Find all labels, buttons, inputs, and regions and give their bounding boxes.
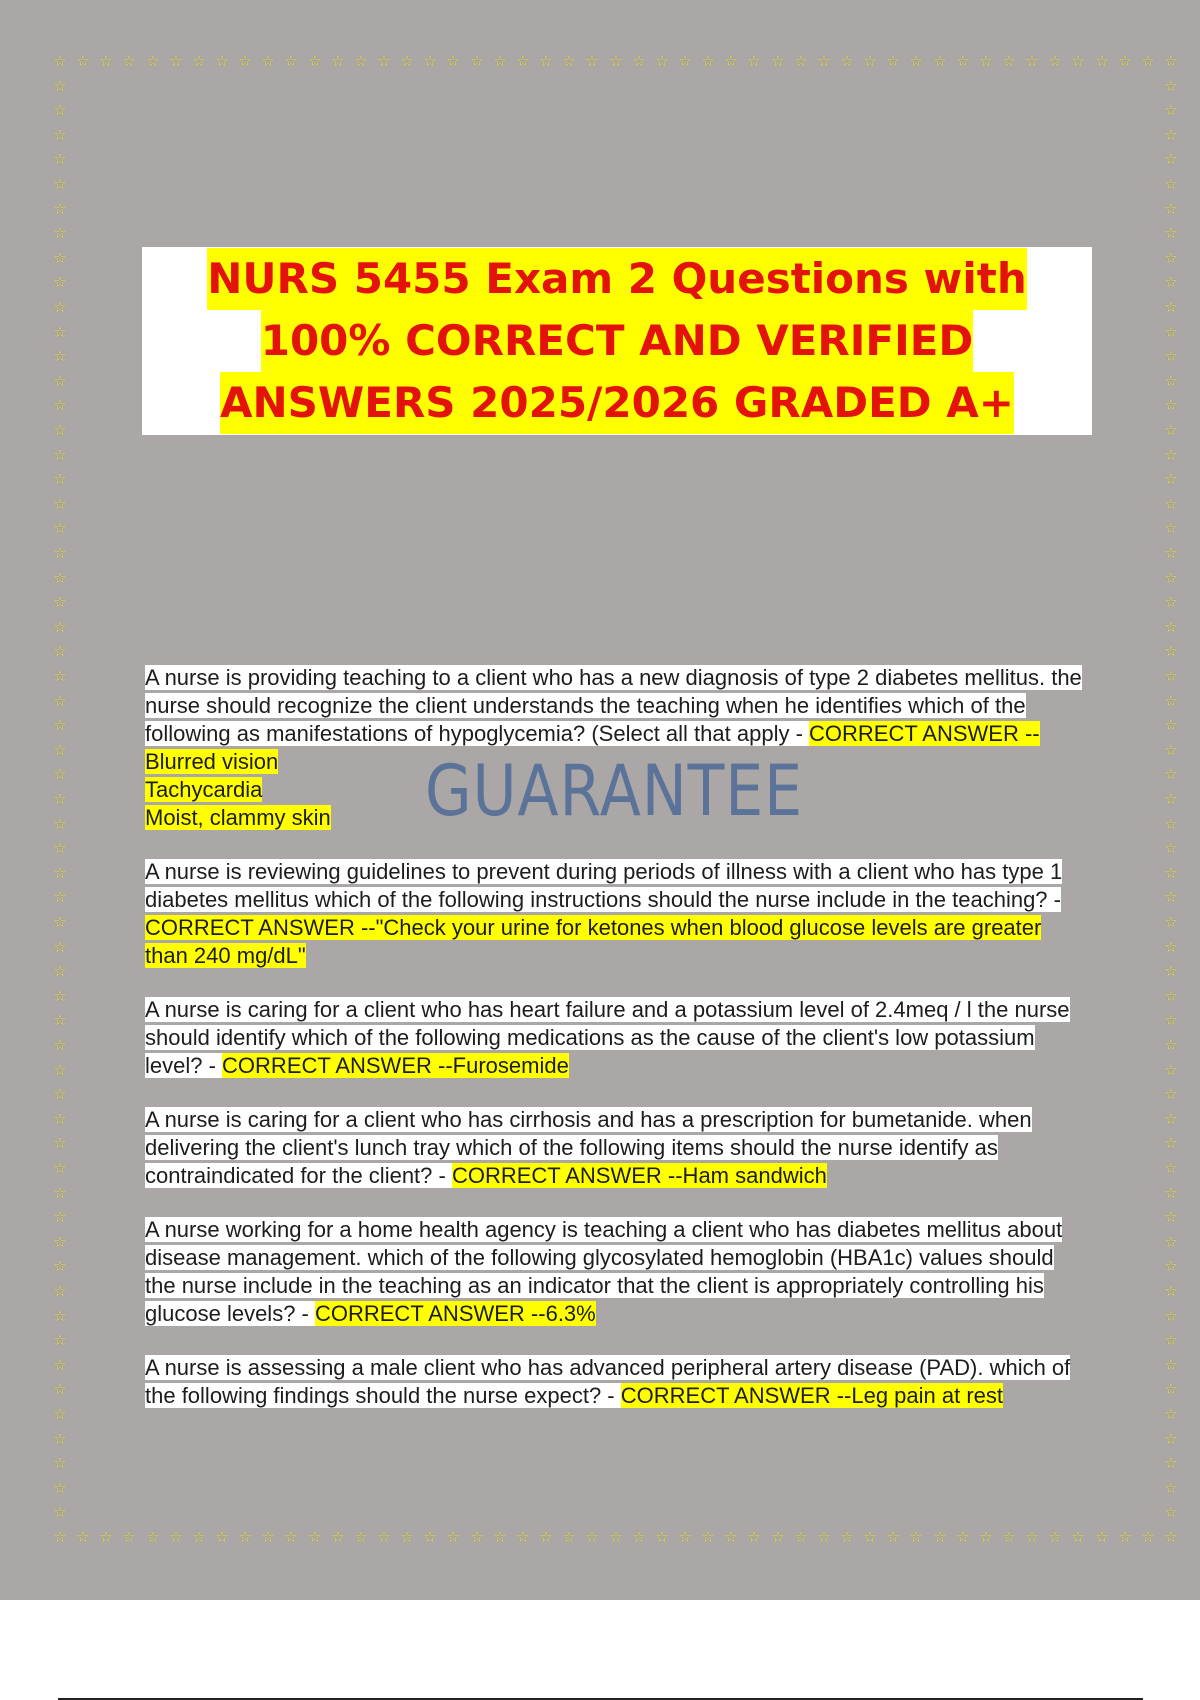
star-icon: ☆ (1164, 1036, 1178, 1054)
star-icon: ☆ (1164, 77, 1178, 95)
answer-text: CORRECT ANSWER --"Check your urine for ketones when blood glucose levels are greater than 240 mg/dL" (145, 915, 1042, 968)
star-icon: ☆ (446, 1528, 460, 1546)
star-icon: ☆ (585, 52, 599, 70)
star-icon: ☆ (53, 1134, 67, 1152)
star-icon: ☆ (331, 1528, 345, 1546)
star-icon: ☆ (53, 77, 67, 95)
star-icon: ☆ (53, 593, 67, 611)
star-icon: ☆ (53, 987, 67, 1005)
star-icon: ☆ (53, 1479, 67, 1497)
star-icon: ☆ (1118, 1528, 1132, 1546)
star-icon: ☆ (122, 52, 136, 70)
star-icon: ☆ (1164, 1282, 1178, 1300)
star-icon: ☆ (377, 52, 391, 70)
star-icon: ☆ (1164, 519, 1178, 537)
star-icon: ☆ (1095, 1528, 1109, 1546)
star-icon: ☆ (470, 1528, 484, 1546)
star-icon: ☆ (909, 52, 923, 70)
star-icon: ☆ (539, 1528, 553, 1546)
star-icon: ☆ (1164, 716, 1178, 734)
star-icon: ☆ (1164, 470, 1178, 488)
star-icon: ☆ (1164, 347, 1178, 365)
star-icon: ☆ (53, 347, 67, 365)
star-icon: ☆ (146, 52, 160, 70)
star-icon: ☆ (1164, 667, 1178, 685)
qa-list (145, 664, 1090, 1436)
star-icon: ☆ (493, 1528, 507, 1546)
star-icon: ☆ (53, 372, 67, 390)
star-icon: ☆ (53, 224, 67, 242)
star-icon: ☆ (331, 52, 345, 70)
star-icon: ☆ (470, 52, 484, 70)
star-icon: ☆ (215, 1528, 229, 1546)
star-icon: ☆ (1164, 765, 1178, 783)
star-icon: ☆ (1164, 569, 1178, 587)
qa-item (145, 664, 1090, 832)
star-icon: ☆ (701, 52, 715, 70)
star-icon: ☆ (724, 52, 738, 70)
star-icon: ☆ (53, 1405, 67, 1423)
star-icon: ☆ (53, 1159, 67, 1177)
qa-item (145, 1354, 1090, 1410)
star-icon: ☆ (53, 938, 67, 956)
star-icon: ☆ (1164, 224, 1178, 242)
star-icon: ☆ (192, 52, 206, 70)
star-icon: ☆ (308, 52, 322, 70)
star-icon: ☆ (284, 52, 298, 70)
star-icon: ☆ (1164, 962, 1178, 980)
star-icon: ☆ (53, 1380, 67, 1398)
star-icon: ☆ (1164, 1011, 1178, 1029)
star-icon: ☆ (909, 1528, 923, 1546)
star-icon: ☆ (53, 1011, 67, 1029)
star-icon: ☆ (678, 52, 692, 70)
star-icon: ☆ (1164, 1110, 1178, 1128)
answer-text: CORRECT ANSWER --Leg pain at rest (620, 1383, 1004, 1408)
star-icon: ☆ (76, 1528, 90, 1546)
star-icon: ☆ (655, 1528, 669, 1546)
answer-text: Moist, clammy skin (145, 805, 331, 830)
answer-text: CORRECT ANSWER --Furosemide (222, 1053, 569, 1078)
star-icon: ☆ (1164, 446, 1178, 464)
star-icon: ☆ (493, 52, 507, 70)
star-icon: ☆ (53, 1184, 67, 1202)
star-icon: ☆ (1164, 1233, 1178, 1251)
star-icon: ☆ (1164, 495, 1178, 513)
star-icon: ☆ (747, 1528, 761, 1546)
star-icon: ☆ (53, 273, 67, 291)
star-icon: ☆ (1164, 175, 1178, 193)
star-icon: ☆ (1164, 200, 1178, 218)
star-icon: ☆ (1164, 1479, 1178, 1497)
star-icon: ☆ (794, 52, 808, 70)
star-icon: ☆ (423, 52, 437, 70)
star-icon: ☆ (53, 298, 67, 316)
star-icon: ☆ (261, 52, 275, 70)
star-icon: ☆ (53, 519, 67, 537)
star-icon: ☆ (516, 52, 530, 70)
star-icon: ☆ (169, 52, 183, 70)
star-icon: ☆ (1164, 1307, 1178, 1325)
star-icon: ☆ (1164, 1454, 1178, 1472)
star-icon: ☆ (53, 1036, 67, 1054)
star-icon: ☆ (446, 52, 460, 70)
star-icon: ☆ (238, 52, 252, 70)
star-icon: ☆ (1164, 839, 1178, 857)
star-icon: ☆ (53, 1110, 67, 1128)
star-icon: ☆ (1164, 1331, 1178, 1349)
star-icon: ☆ (609, 1528, 623, 1546)
qa-item (145, 858, 1090, 970)
star-icon: ☆ (1164, 52, 1178, 70)
star-icon: ☆ (1164, 150, 1178, 168)
star-icon: ☆ (122, 1528, 136, 1546)
question-text: A nurse is providing teaching to a client who has a new diagnosis of type 2 diabetes mellitus. the nurse should recognize the client understands the teaching when he identifies which of the following as manifestations of hypoglycemia? (Select all that apply - (145, 665, 1082, 746)
star-icon: ☆ (655, 52, 669, 70)
star-icon: ☆ (840, 52, 854, 70)
star-icon: ☆ (53, 1208, 67, 1226)
star-icon: ☆ (1164, 273, 1178, 291)
star-icon: ☆ (53, 175, 67, 193)
star-icon: ☆ (53, 839, 67, 857)
star-icon: ☆ (771, 52, 785, 70)
star-icon: ☆ (53, 1454, 67, 1472)
star-icon: ☆ (933, 1528, 947, 1546)
star-icon: ☆ (53, 765, 67, 783)
star-icon: ☆ (1164, 593, 1178, 611)
title-line-2: 100% CORRECT AND VERIFIED (261, 310, 974, 372)
star-icon: ☆ (192, 1528, 206, 1546)
star-icon: ☆ (354, 52, 368, 70)
star-icon: ☆ (215, 52, 229, 70)
star-icon: ☆ (609, 52, 623, 70)
star-icon: ☆ (1071, 52, 1085, 70)
star-icon: ☆ (53, 667, 67, 685)
star-icon: ☆ (956, 52, 970, 70)
star-icon: ☆ (979, 1528, 993, 1546)
star-icon: ☆ (1164, 101, 1178, 119)
star-icon: ☆ (53, 1528, 67, 1546)
star-icon: ☆ (562, 52, 576, 70)
star-icon: ☆ (1095, 52, 1109, 70)
star-icon: ☆ (817, 1528, 831, 1546)
star-icon: ☆ (701, 1528, 715, 1546)
star-icon: ☆ (1048, 1528, 1062, 1546)
qa-item (145, 1106, 1090, 1190)
star-icon: ☆ (53, 716, 67, 734)
star-icon: ☆ (53, 1331, 67, 1349)
title-line-3: ANSWERS 2025/2026 GRADED A+ (220, 372, 1014, 434)
star-icon: ☆ (1025, 52, 1039, 70)
star-icon: ☆ (53, 495, 67, 513)
star-icon: ☆ (1164, 741, 1178, 759)
star-icon: ☆ (1164, 1405, 1178, 1423)
star-icon: ☆ (1164, 1528, 1178, 1546)
star-icon: ☆ (956, 1528, 970, 1546)
star-icon: ☆ (53, 421, 67, 439)
star-icon: ☆ (53, 446, 67, 464)
star-icon: ☆ (747, 52, 761, 70)
star-icon: ☆ (1002, 52, 1016, 70)
answer-text: CORRECT ANSWER --6.3% (314, 1301, 596, 1326)
star-icon: ☆ (53, 1356, 67, 1374)
star-icon: ☆ (1002, 1528, 1016, 1546)
star-icon: ☆ (1164, 372, 1178, 390)
star-icon: ☆ (1164, 1184, 1178, 1202)
star-icon: ☆ (794, 1528, 808, 1546)
answer-text: CORRECT ANSWER --Blurred vision (145, 721, 1040, 774)
star-icon: ☆ (53, 396, 67, 414)
star-icon: ☆ (1164, 298, 1178, 316)
star-icon: ☆ (1071, 1528, 1085, 1546)
star-icon: ☆ (1164, 1356, 1178, 1374)
star-icon: ☆ (1164, 1085, 1178, 1103)
star-icon: ☆ (53, 815, 67, 833)
star-icon: ☆ (817, 52, 831, 70)
star-icon: ☆ (1025, 1528, 1039, 1546)
star-icon: ☆ (354, 1528, 368, 1546)
star-icon: ☆ (377, 1528, 391, 1546)
question-text: A nurse working for a home health agency is teaching a client who has diabetes mellitus about disease management. which of the following glycosylated hemoglobin (HBA1c) values should the nurse include in the teaching as an indicator that the client is appropriately controlling his glucose levels? - (145, 1217, 1063, 1326)
star-icon: ☆ (933, 52, 947, 70)
star-icon: ☆ (53, 1430, 67, 1448)
star-icon: ☆ (53, 962, 67, 980)
star-icon: ☆ (308, 1528, 322, 1546)
star-icon: ☆ (53, 1503, 67, 1521)
star-icon: ☆ (1164, 544, 1178, 562)
star-icon: ☆ (1164, 421, 1178, 439)
star-icon: ☆ (284, 1528, 298, 1546)
star-icon: ☆ (1164, 938, 1178, 956)
star-icon: ☆ (1118, 52, 1132, 70)
star-icon: ☆ (76, 52, 90, 70)
star-icon: ☆ (99, 52, 113, 70)
star-icon: ☆ (53, 692, 67, 710)
star-icon: ☆ (1164, 913, 1178, 931)
qa-item (145, 1216, 1090, 1328)
star-icon: ☆ (1164, 126, 1178, 144)
star-icon: ☆ (1164, 864, 1178, 882)
star-icon: ☆ (53, 618, 67, 636)
star-icon: ☆ (562, 1528, 576, 1546)
star-icon: ☆ (516, 1528, 530, 1546)
star-icon: ☆ (1048, 52, 1062, 70)
star-icon: ☆ (1164, 618, 1178, 636)
star-icon: ☆ (1164, 1061, 1178, 1079)
star-icon: ☆ (53, 1257, 67, 1275)
star-icon: ☆ (53, 126, 67, 144)
title-line-1: NURS 5455 Exam 2 Questions with (207, 248, 1026, 310)
title-box (142, 247, 1092, 435)
star-icon: ☆ (53, 741, 67, 759)
star-icon: ☆ (53, 470, 67, 488)
star-icon: ☆ (1164, 249, 1178, 267)
star-icon: ☆ (1141, 1528, 1155, 1546)
star-icon: ☆ (979, 52, 993, 70)
star-icon: ☆ (1164, 1159, 1178, 1177)
star-icon: ☆ (53, 52, 67, 70)
star-icon: ☆ (771, 1528, 785, 1546)
star-icon: ☆ (632, 1528, 646, 1546)
star-icon: ☆ (169, 1528, 183, 1546)
question-text: A nurse is caring for a client who has cirrhosis and has a prescription for bumetanide. when delivering the client's lunch tray which of the following items should the nurse identify as contraindicated for the client? - (145, 1107, 1032, 1188)
star-icon: ☆ (1164, 1503, 1178, 1521)
star-icon: ☆ (53, 1233, 67, 1251)
star-icon: ☆ (1164, 323, 1178, 341)
star-icon: ☆ (840, 1528, 854, 1546)
star-icon: ☆ (1164, 642, 1178, 660)
star-icon: ☆ (1164, 1208, 1178, 1226)
star-icon: ☆ (53, 1282, 67, 1300)
star-icon: ☆ (53, 790, 67, 808)
star-icon: ☆ (53, 1307, 67, 1325)
star-icon: ☆ (53, 642, 67, 660)
star-icon: ☆ (1164, 1430, 1178, 1448)
question-text: A nurse is assessing a male client who has advanced peripheral artery disease (PAD). which of the following findings should the nurse expect? - (145, 1355, 1071, 1408)
star-icon: ☆ (53, 888, 67, 906)
answer-text: Tachycardia (145, 777, 263, 802)
star-icon: ☆ (53, 150, 67, 168)
star-icon: ☆ (1164, 1380, 1178, 1398)
star-icon: ☆ (886, 52, 900, 70)
star-icon: ☆ (423, 1528, 437, 1546)
star-icon: ☆ (53, 1061, 67, 1079)
star-icon: ☆ (1164, 815, 1178, 833)
star-icon: ☆ (632, 52, 646, 70)
star-icon: ☆ (53, 249, 67, 267)
answer-text: CORRECT ANSWER --Ham sandwich (451, 1163, 827, 1188)
star-icon: ☆ (585, 1528, 599, 1546)
star-icon: ☆ (400, 1528, 414, 1546)
star-icon: ☆ (53, 864, 67, 882)
star-icon: ☆ (53, 544, 67, 562)
star-icon: ☆ (1164, 1257, 1178, 1275)
star-icon: ☆ (1164, 396, 1178, 414)
star-icon: ☆ (724, 1528, 738, 1546)
star-icon: ☆ (238, 1528, 252, 1546)
star-icon: ☆ (400, 52, 414, 70)
star-icon: ☆ (53, 1085, 67, 1103)
star-icon: ☆ (1164, 987, 1178, 1005)
star-icon: ☆ (53, 569, 67, 587)
star-icon: ☆ (1164, 692, 1178, 710)
star-icon: ☆ (863, 52, 877, 70)
star-icon: ☆ (539, 52, 553, 70)
star-icon: ☆ (53, 323, 67, 341)
question-text: A nurse is reviewing guidelines to prevent during periods of illness with a client who has type 1 diabetes mellitus which of the following instructions should the nurse include in the teaching? - (145, 859, 1063, 912)
star-icon: ☆ (1141, 52, 1155, 70)
star-icon: ☆ (53, 101, 67, 119)
star-icon: ☆ (261, 1528, 275, 1546)
star-icon: ☆ (886, 1528, 900, 1546)
star-icon: ☆ (53, 200, 67, 218)
qa-item (145, 996, 1090, 1080)
star-icon: ☆ (1164, 888, 1178, 906)
question-text: A nurse is caring for a client who has heart failure and a potassium level of 2.4meq / l the nurse should identify which of the following medications as the cause of the client's low potassium level? - (145, 997, 1070, 1078)
star-icon: ☆ (1164, 1134, 1178, 1152)
star-icon: ☆ (678, 1528, 692, 1546)
guarantee-watermark: GUARANTEE (425, 750, 804, 832)
star-icon: ☆ (1164, 790, 1178, 808)
star-icon: ☆ (863, 1528, 877, 1546)
star-icon: ☆ (146, 1528, 160, 1546)
star-icon: ☆ (99, 1528, 113, 1546)
star-icon: ☆ (53, 913, 67, 931)
